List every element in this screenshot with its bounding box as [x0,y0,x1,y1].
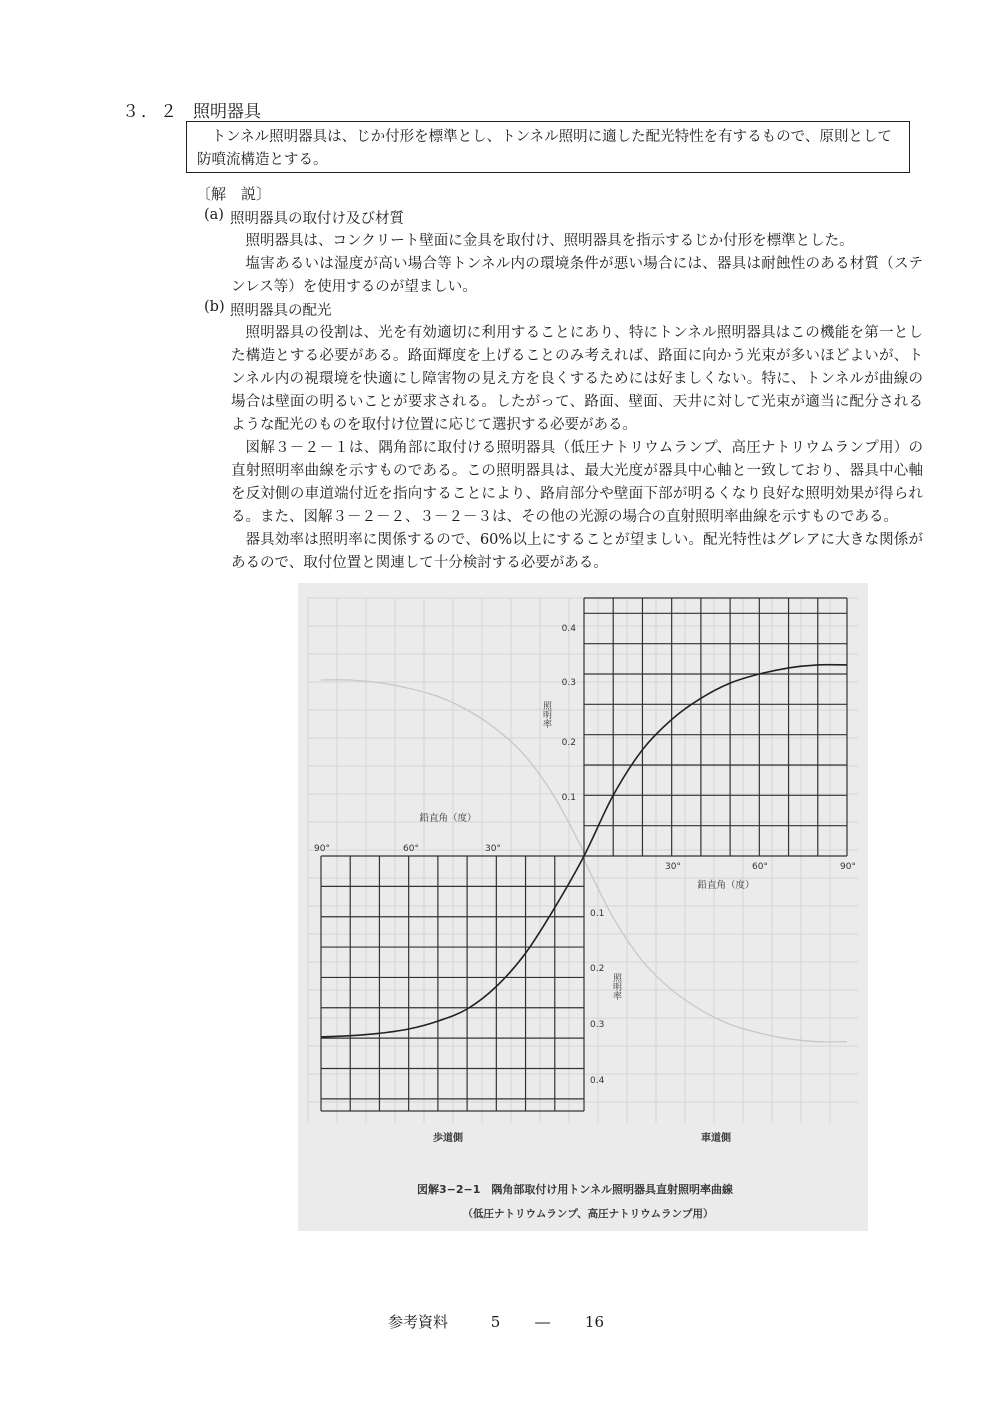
item-a-paragraph-2: 塩害あるいは湿度が高い場合等トンネル内の環境条件が悪い場合には、器具は耐蝕性のある材質（ステンレス等）を使用するのが望ましい。 [231,256,923,296]
lower-y-tick: 0.1 [590,909,605,919]
upper-grid [584,598,847,856]
item-b-paragraph-3: 器具効率は照明率に関係するので、60%以上にすることが望ましい。配光特性はグレアに大きな関係があるので、取付位置と関連して十分検討する必要がある。 [231,532,923,572]
upper-x-tick: 30° [665,862,681,872]
commentary-heading: 〔解 説〕 [196,185,272,203]
figure [298,583,868,1231]
section-number: ３．２ [122,102,179,122]
item-b-paragraph-2: 図解３－２－１は、隅角部に取付ける照明器具（低圧ナトリウムランプ、高圧ナトリウムランプ用）の直射照明率曲線を示すものである。この照明器具は、最大光度が器具中心軸と一致しており、器具中心軸を反対側の車道端付近を指向することにより、路肩部分や壁面下部が明るくなり良好な照明効果が得られる。また、図解３－２－２、３－２－３は、その他の光源の場合の直射照明率曲線を示すものである。 [231,440,923,526]
section-title: 照明器具 [193,102,261,122]
upper-x-tick: 90° [840,862,856,872]
figure-subcaption: （低圧ナトリウムランプ、高圧ナトリウムランプ用） [462,1208,714,1220]
item-b-paragraph-1: 照明器具の役割は、光を有効適切に利用することにあり、特にトンネル照明器具はこの機能を第一とした構造とする必要がある。路面輝度を上げることのみ考えれば、路面に向かう光束が多いほどよいが、トンネル内の視環境を快適にし障害物の見え方を良くするためには好ましくない。特に、トンネルが曲線の場合は壁面の明るいことが要求される。したがって、路面、壁面、天井に対して光束が適当に配分されるような配光のものを取付け位置に応じて選択する必要がある。 [231,325,923,434]
item-b-label: (b) [204,299,225,315]
item-a-paragraph-1: 照明器具は、コンクリート壁面に金具を取付け、照明器具を指示するじか付形を標準とした。 [245,233,854,249]
upper-y-tick: 0.3 [561,678,576,688]
lower-x-tick: 30° [485,844,501,854]
sidewalk-side-label: 歩道側 [433,1133,463,1144]
item-a-heading: 照明器具の取付け及び材質 [230,211,404,227]
item-b-heading: 照明器具の配光 [230,303,332,319]
illumination-chart [298,583,868,1231]
upper-x-tick: 60° [752,862,768,872]
lower-y-tick: 0.4 [590,1076,605,1086]
lower-y-label: 照明率 [611,973,621,1000]
upper-x-label: 鉛直角（度） [697,880,755,891]
upper-y-tick: 0.2 [561,738,576,748]
roadway-side-label: 車道側 [701,1133,731,1144]
figure-caption: 図解3−2−1 隅角部取付け用トンネル照明器具直射照明率曲線 [416,1183,734,1196]
footer-dash: ― [535,1313,551,1331]
lower-x-label: 鉛直角（度） [419,813,477,824]
item-a-label: (a) [204,207,224,223]
upper-y-tick: 0.4 [561,624,576,634]
lower-x-tick: 60° [403,844,419,854]
footer-page: 16 [584,1313,604,1331]
upper-y-tick: 0.1 [561,793,576,803]
lower-y-tick: 0.3 [590,1020,605,1030]
upper-y-label: 照明率 [541,701,551,728]
footer-chapter: 5 [490,1313,501,1331]
footer-label: 参考資料 [388,1313,449,1331]
rule-box: トンネル照明器具は、じか付形を標準とし、トンネル照明に適した配光特性を有するもので、原則として防噴流構造とする。 [186,121,910,173]
lower-y-tick: 0.2 [590,964,605,974]
page-footer [0,1311,992,1332]
lower-x-tick: 90° [314,844,330,854]
